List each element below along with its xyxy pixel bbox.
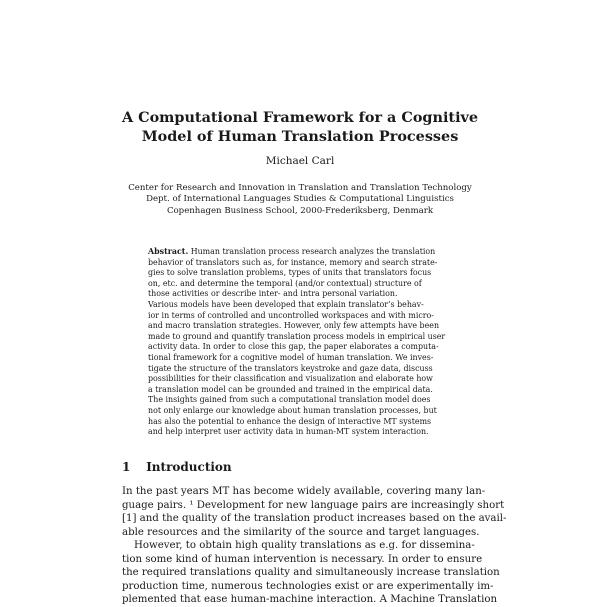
section-number: 1 [122, 460, 131, 474]
abstract-line: ior in terms of controlled and uncontrolled workspaces and with micro- [148, 310, 434, 320]
title-line-2: Model of Human Translation Processes [141, 128, 459, 145]
abstract-line: on, etc. and determine the temporal (and/or contextual) structure of [148, 278, 422, 288]
body-line: However, to obtain high quality translations as e.g. for dissemina- [134, 540, 475, 552]
body-line: guage pairs. ¹ Development for new language pairs are increasingly short [122, 499, 505, 511]
section-heading [122, 459, 232, 475]
abstract-line: activity data. In order to close this gap, the paper elaborates a computa- [148, 342, 439, 352]
body-line: production time, numerous technologies exist or are experimentally im- [122, 580, 494, 592]
title-line-1: A Computational Framework for a Cognitive [121, 109, 479, 126]
abstract-line: and macro translation strategies. However, only few attempts have been [148, 321, 440, 331]
abstract-line: has also the potential to enhance the design of interactive MT systems [148, 416, 432, 426]
abstract-line [148, 247, 445, 258]
affiliation-line: Copenhagen Business School, 2000-Frederiksberg, Denmark [166, 205, 434, 216]
abstract-line: those activities or describe inter- and intra personal variation. [148, 289, 398, 299]
abstract-line: gies to solve translation problems, types of units that translators focus [148, 268, 432, 278]
abstract-line: tional framework for a cognitive model of human translation. We inves- [148, 352, 434, 362]
author-name: Michael Carl [265, 155, 335, 167]
affiliation-line: Dept. of International Languages Studies & Computational Linguistics [146, 194, 454, 205]
abstract-line: not only enlarge our knowledge about human translation processes, but [148, 405, 437, 415]
paper-title [60, 108, 540, 146]
abstract [148, 247, 445, 438]
body-line: tion some kind of human intervention is necessary. In order to ensure [122, 553, 483, 565]
body-line: the required translations quality and simultaneously increase translation [122, 567, 500, 579]
abstract-heading: Abstract. [148, 247, 189, 256]
affiliation-line: Center for Research and Innovation in Translation and Translation Technology [128, 183, 472, 193]
abstract-line: Various models have been developed that explain translator’s behav- [148, 299, 424, 309]
body-line: plemented that ease human-machine interaction. A Machine Translation [122, 594, 498, 606]
body-line: In the past years MT has become widely available, covering many lan- [122, 486, 486, 497]
abstract-line-text: Human translation process research analyzes the translation [188, 247, 436, 256]
body-line: [1] and the quality of the translation product increases based on the avail- [122, 513, 507, 525]
abstract-line: and help interpret user activity data in human-MT system interaction. [148, 427, 429, 437]
affiliation [60, 183, 540, 217]
abstract-line: possibilities for their classification and visualization and elaborate how [148, 374, 433, 384]
abstract-line: made to ground and quantify translation process models in empirical user [148, 331, 446, 341]
abstract-line: The insights gained from such a computational translation model does [148, 395, 431, 405]
abstract-line: a translation model can be grounded and trained in the empirical data. [148, 384, 433, 394]
abstract-line: behavior of translators such as, for instance, memory and search strate- [148, 257, 438, 267]
section-title: Introduction [146, 460, 232, 474]
body-line: able resources and the similarity of the source and target languages. [122, 526, 480, 538]
abstract-line: tigate the structure of the translators keystroke and gaze data, discuss [148, 363, 433, 373]
body-text [122, 485, 506, 607]
